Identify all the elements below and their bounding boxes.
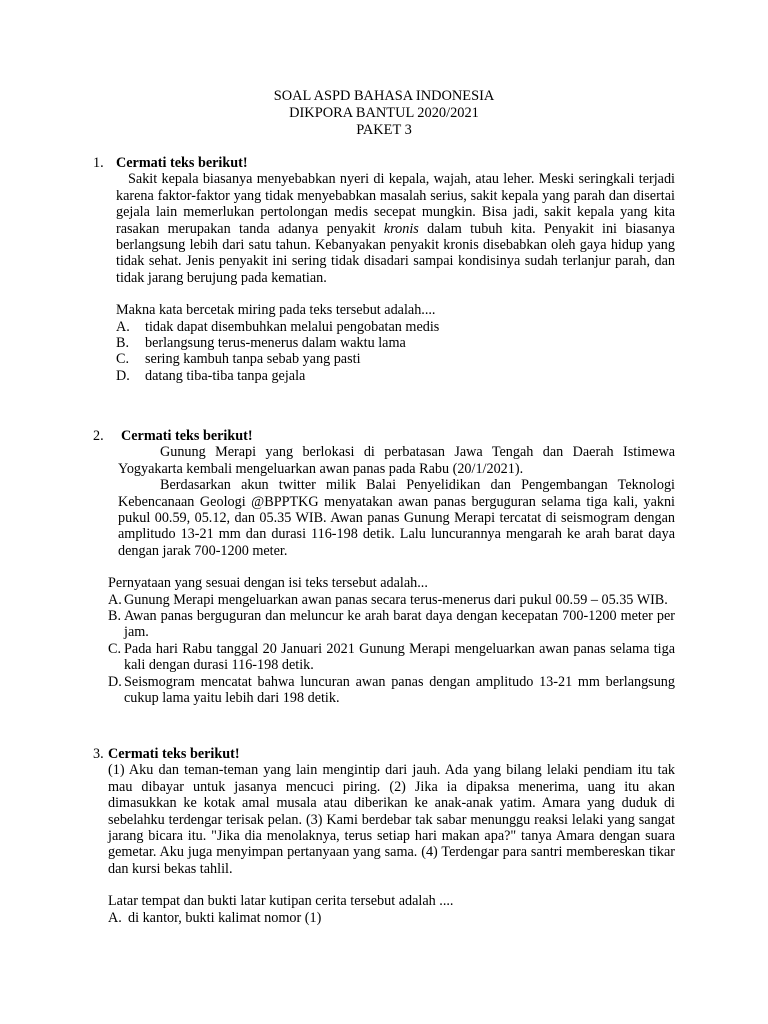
answer-option-c[interactable]: C. sering kambuh tanpa sebab yang pasti (116, 351, 361, 368)
question-2 (93, 428, 675, 707)
italic-word: kronis (383, 220, 419, 237)
answer-options (116, 319, 675, 385)
question-1 (93, 155, 675, 384)
passage-text: Sakit kepala biasanya menyebabkan nyeri di kepala, wajah, atau leher. Meski seringkali terjadi karena faktor-faktor yang tidak menyebabkan masalah serius, sakit kepala yang parah dan disertai gejala lain memerlukan pertolongan medis secepat mungkin. Bisa jadi, sakit kepala yang kita rasakan merupakan tanda adanya penyakit kronis dalam tubuh kita. Penyakit ini biasanya berlangsung lebih dari satu tahun. Kebanyakan penyakit kronis disebabkan oleh gaya hidup yang tidak sehat. Jenis penyakit ini sering tidak disadari sampai kondisinya sudah terlanjur parah, dan tidak jarang berujung pada kematian. (116, 171, 675, 286)
passage-text: (1) Aku dan teman-teman yang lain mengintip dari jauh. Ada yang bilang lelaki pendiam itu tak mau dibayar untuk jasanya mencuci piring. (2) Jika ia dipaksa menerima, uang itu akan dimasukkan ke kotak amal musala atau diberikan ke anak-anak yatim. Amara yang duduk di sebelahku terdengar terisak pelan. (3) Kami berdebar tak sabar menunggu reaksi lelaki yang sangat jarang bicara itu. "Jika dia menolaknya, terus setiap hari makan apa?" tanya Amara dengan suara gemetar. Aku juga menyimpan pertanyaan yang sama. (4) Terdengar para santri membereskan tikar dan kursi bekas tahlil. (108, 762, 675, 877)
answer-option-a[interactable]: A. Gunung Merapi mengeluarkan awan panas secara terus-menerus dari pukul 00.59 – 05.35 WIB. (108, 591, 668, 608)
question-number: 1. (93, 155, 104, 171)
question-instruction: Cermati teks berikut! (116, 155, 248, 171)
answer-option-a[interactable]: A. tidak dapat disembuhkan melalui pengobatan medis (116, 318, 440, 335)
question-stem: Pernyataan yang sesuai dengan isi teks tersebut adalah... (108, 575, 428, 592)
answer-option-d[interactable]: D. datang tiba-tiba tanpa gejala (116, 367, 306, 384)
answer-option-c[interactable]: C. Pada hari Rabu tanggal 20 Januari 2021 Gunung Merapi mengeluarkan awan panas selama tiga kali dengan durasi 116-198 detik. (108, 640, 675, 674)
answer-option-a[interactable]: A. di kantor, bukti kalimat nomor (1) (108, 909, 322, 926)
question-number: 3. (93, 746, 104, 762)
question-3 (93, 746, 675, 926)
header-title: SOAL ASPD BAHASA INDONESIA (273, 88, 495, 104)
answer-option-d[interactable]: D. Seismogram mencatat bahwa luncuran awan panas dengan amplitudo 13-21 mm berlangsung cukup lama yaitu lebih dari 198 detik. (108, 673, 675, 707)
answer-option-b[interactable]: B. Awan panas berguguran dan meluncur ke arah barat daya dengan kecepatan 700-1200 meter per jam. (108, 608, 675, 641)
answer-option-b[interactable]: B. berlangsung terus-menerus dalam waktu lama (116, 335, 406, 352)
header-package: PAKET 3 (356, 122, 412, 138)
header-subtitle: DIKPORA BANTUL 2020/2021 (289, 105, 479, 121)
question-instruction: Cermati teks berikut! (108, 746, 240, 762)
question-stem: Latar tempat dan bukti latar kutipan cerita tersebut adalah .... (108, 893, 454, 910)
document-header (0, 88, 768, 139)
passage-paragraph-2: Berdasarkan akun twitter milik Balai Penyelidikan dan Pengembangan Teknologi Kebencanaan Geologi @BPPTKG menyatakan awan panas berguguran selama tiga kali, yakni pukul 00.59, 05.12, dan 05.35 WIB. Awan panas Gunung Merapi tercatat di seismogram dengan amplitudo 13-21 mm dan durasi 116-198 detik. Lalu luncurannya mengarah ke arah barat daya dengan jarak 700-1200 meter. (118, 477, 675, 559)
question-stem: Makna kata bercetak miring pada teks tersebut adalah.... (116, 302, 436, 319)
passage-paragraph-1: Gunung Merapi yang berlokasi di perbatasan Jawa Tengah dan Daerah Istimewa Yogyakarta kembali mengeluarkan awan panas pada Rabu (20/1/2021). (118, 444, 675, 477)
question-instruction: Cermati teks berikut! (121, 428, 253, 444)
question-number: 2. (93, 428, 104, 444)
